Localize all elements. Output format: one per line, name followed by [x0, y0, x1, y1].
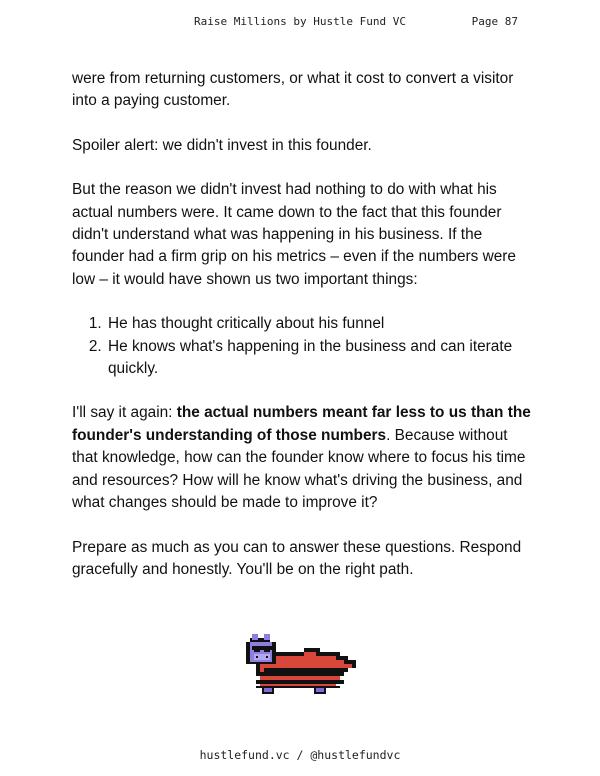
paragraph-4-end: . Because without that knowledge, how can the founder know where to focus his time and resources? How will he know what's driving the business, and what changes should be made to improve it? — [72, 426, 526, 512]
numbered-list — [72, 313, 534, 380]
page-body — [72, 68, 534, 603]
paragraph-2: Spoiler alert: we didn't invest in this founder. — [72, 136, 372, 154]
page-footer: hustlefund.vc / @hustlefundvc — [199, 748, 401, 762]
hippo — [246, 634, 276, 664]
hippo-on-couch-pixel-icon — [244, 632, 360, 696]
page-number: Page 87 — [471, 15, 518, 28]
page-header — [0, 15, 600, 35]
paragraph-4-start: I'll say it again: — [72, 404, 177, 422]
paragraph-5: Prepare as much as you can to answer these questions. Respond gracefully and honestly. You'll be on the right path. — [72, 538, 522, 578]
list-item: 1. He has thought critically about his funnel — [106, 313, 534, 335]
couch-feet — [262, 688, 326, 694]
paragraph-4 — [72, 402, 534, 514]
list-item: 2. He knows what's happening in the business and can iterate quickly. — [106, 336, 534, 381]
paragraph-4-emphasis: the actual numbers meant far less to us than the founder's understanding of those numbers — [72, 404, 531, 444]
book-title: Raise Millions by Hustle Fund VC — [194, 15, 406, 28]
paragraph-3: But the reason we didn't invest had nothing to do with what his actual numbers were. It came down to the fact that this founder didn't understand what was happening in his business. If the founder had a firm grip on his metrics – even if the numbers were low – it would have shown us two important things: — [72, 181, 516, 288]
paragraph-1: were from returning customers, or what it cost to convert a visitor into a paying customer. — [72, 70, 514, 110]
